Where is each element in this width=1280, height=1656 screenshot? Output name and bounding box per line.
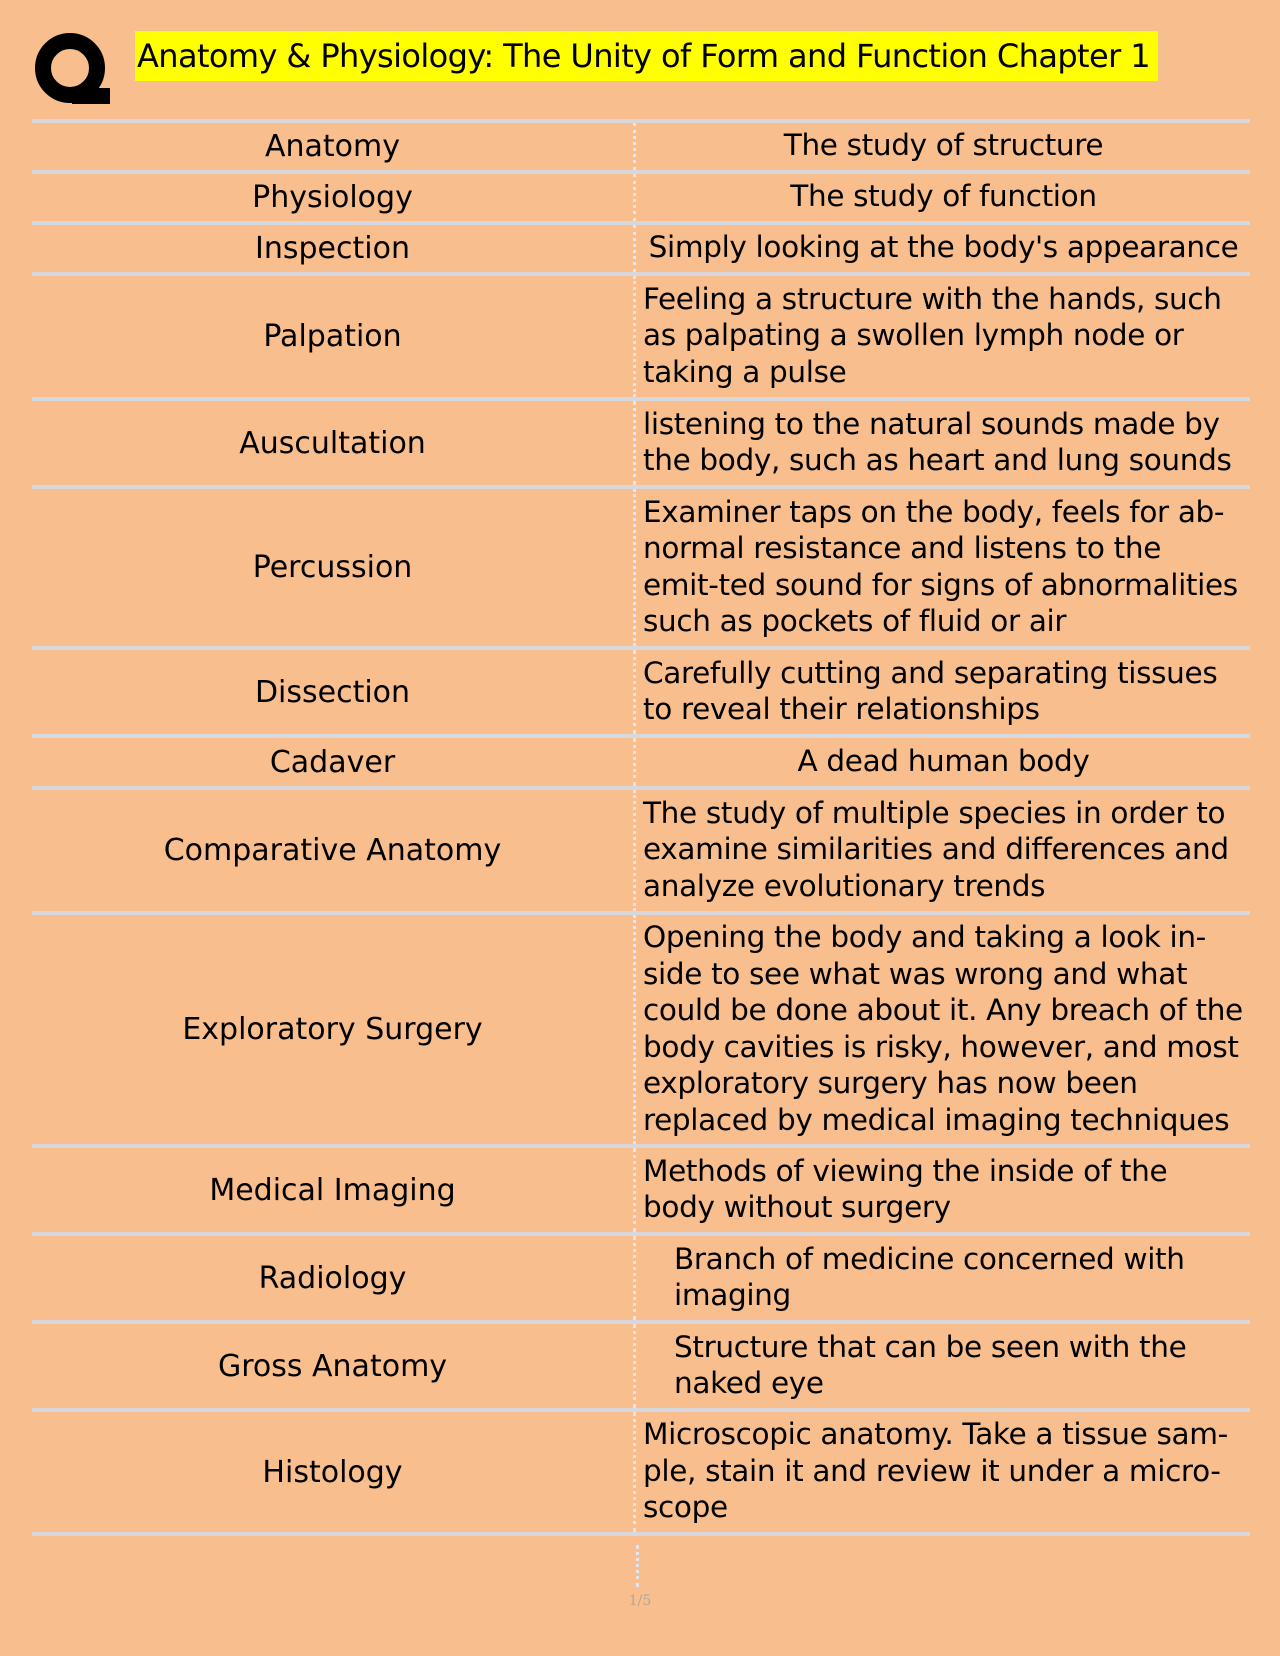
table-row (32, 1320, 1250, 1408)
column-divider (636, 1545, 639, 1587)
table-row (32, 272, 1250, 397)
definition-cell: Branch of medicine concerned with imaging (674, 1241, 1185, 1312)
term-cell: Histology (32, 1412, 636, 1532)
term-cell: Gross Anatomy (32, 1324, 636, 1408)
table-row (32, 119, 1250, 170)
definition-cell: Microscopic anatomy. Take a tissue sam-ple, stain it and review it under a micro-scope (643, 1417, 1228, 1525)
term-cell: Radiology (32, 1236, 636, 1320)
table-row (32, 646, 1250, 734)
definition-cell: Feeling a structure with the hands, such as palpating a swollen lymph node or taking a pulse (643, 281, 1222, 389)
page-title: Anatomy & Physiology: The Unity of Form and Function Chapter 1 (135, 31, 1158, 81)
definition-cell: Opening the body and taking a look in-side to see what was wrong and what could be done about it. Any breach of the body cavities is risky, however, and most exploratory surgery has now been replaced by medical imaging techniques (643, 920, 1243, 1137)
term-cell: Inspection (32, 225, 636, 272)
table-row (32, 911, 1250, 1144)
term-cell: Anatomy (32, 123, 636, 170)
definition-cell: Examiner taps on the body, feels for ab-normal resistance and listens to the emit-ted sound for signs of abnormalities such as pockets of fluid or air (643, 494, 1238, 638)
term-cell: Palpation (32, 276, 636, 397)
definition-cell: Structure that can be seen with the naked eye (674, 1329, 1187, 1400)
table-row (32, 397, 1250, 485)
flashcard-table (32, 119, 1250, 1536)
definition-cell: Carefully cutting and separating tissues to reveal their relationships (643, 655, 1218, 726)
definition-cell: Methods of viewing the inside of the body without surgery (643, 1153, 1168, 1224)
table-row (32, 221, 1250, 272)
definition-cell: listening to the natural sounds made by the body, such as heart and lung sounds (643, 406, 1232, 477)
definition-cell: Simply looking at the body's appearance (648, 230, 1239, 265)
table-row (32, 1408, 1250, 1536)
table-row (32, 485, 1250, 646)
term-cell: Medical Imaging (32, 1148, 636, 1232)
page-number: 1/5 (628, 1593, 652, 1609)
q-logo-icon (32, 32, 112, 112)
term-cell: Dissection (32, 650, 636, 734)
table-row (32, 786, 1250, 911)
table-row (32, 734, 1250, 786)
term-cell: Auscultation (32, 401, 636, 485)
term-cell: Exploratory Surgery (32, 915, 636, 1144)
term-cell: Percussion (32, 489, 636, 646)
table-row (32, 1144, 1250, 1232)
term-cell: Comparative Anatomy (32, 790, 636, 911)
definition-cell: The study of structure (783, 128, 1104, 163)
table-row (32, 1232, 1250, 1320)
definition-cell: The study of multiple species in order to examine similarities and differences and analyze evolutionary trends (643, 795, 1229, 903)
term-cell: Physiology (32, 174, 636, 221)
term-cell: Cadaver (32, 738, 636, 786)
definition-cell: A dead human body (797, 743, 1090, 778)
table-row (32, 170, 1250, 221)
definition-cell: The study of function (790, 179, 1097, 214)
